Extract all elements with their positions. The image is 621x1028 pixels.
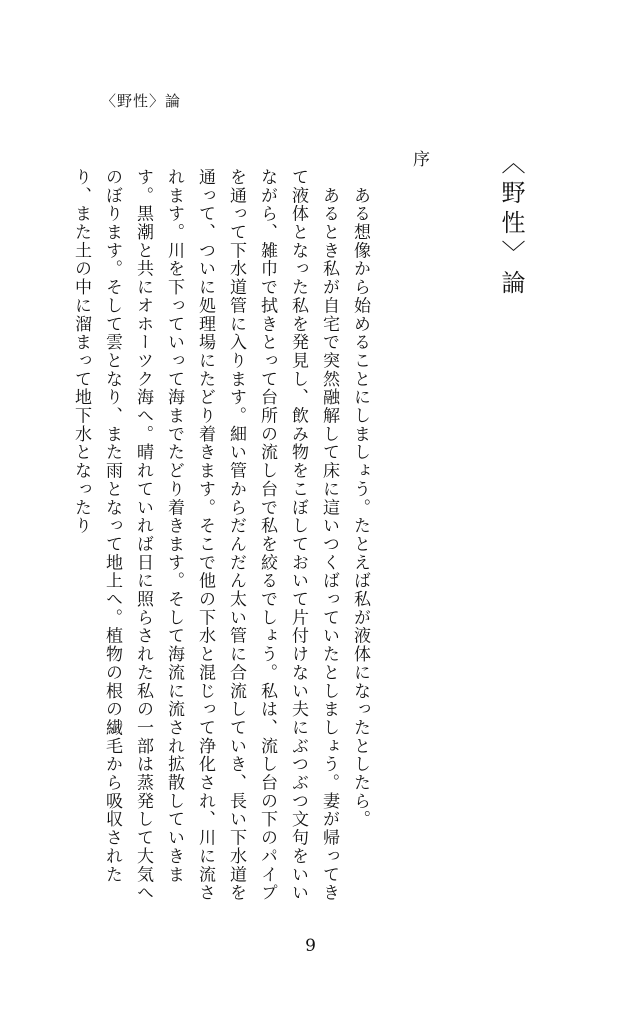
paragraph-1: ある想像から始めることにしましょう。たとえば私が液体になったとしたら。 bbox=[350, 168, 370, 829]
chapter-title: 〈野性〉論 bbox=[497, 150, 525, 300]
running-header: 〈野性〉論 bbox=[101, 92, 182, 110]
body-text bbox=[65, 168, 375, 908]
page-number: 9 bbox=[305, 936, 316, 956]
section-heading: 序 bbox=[409, 150, 429, 167]
paragraph-2: あるとき私が自宅で突然融解して床に這いつくばっていたとしましょう。妻が帰ってきて液体となった私を発見し、飲み物をこぼしておいて片付けない夫にぶつぶつ文句をいいながら、雑巾で拭きとって台所の流し台で私を絞るでしょう。私は、流し台の下のパイプを通って下水道管に入ります。細い管からだんだん太い管に合流していき、長い下水道を通って、ついに処理場にたどり着きます。そこで他の下水と混じって浄化され、川に流されます。川を下っていって海までたどり着きます。そして海流に流され拡散していきます。黒潮と共にオホーツク海へ。晴れていれば日に照らされた私の一部は蒸発して大気へのぼります。そして雲となり、また雨となって地上へ。植物の根の繊毛から吸収されたり、また土の中に溜まって地下水となったり bbox=[71, 168, 339, 902]
